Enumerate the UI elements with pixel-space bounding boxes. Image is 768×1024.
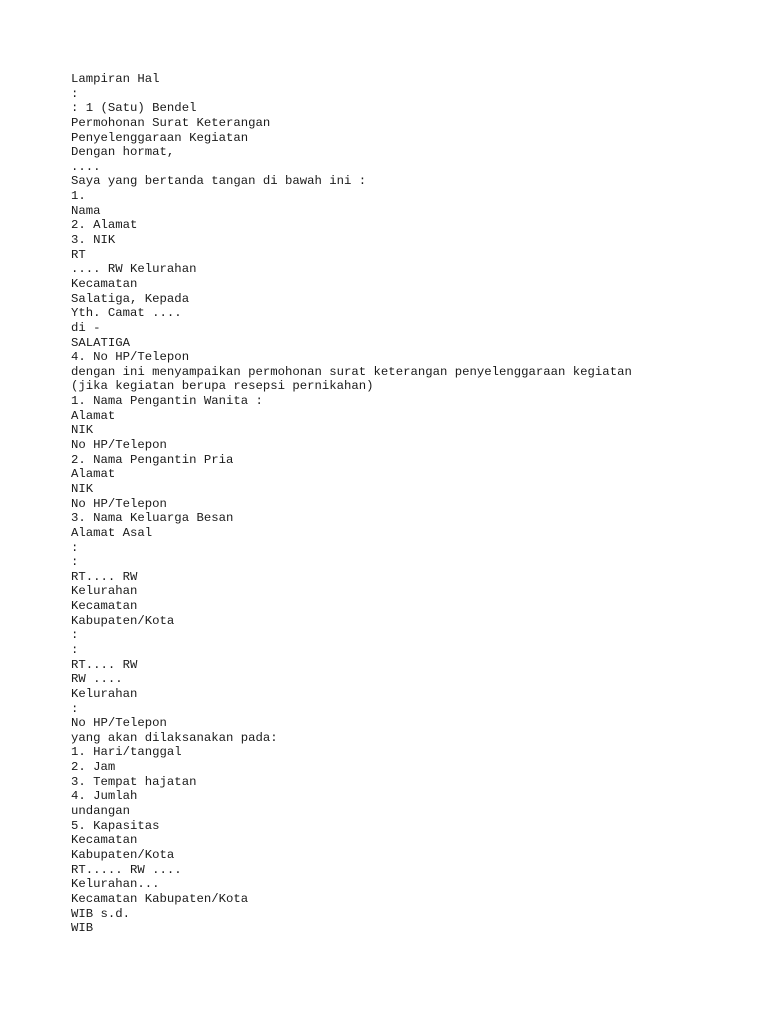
- doc-line: undangan: [71, 804, 131, 819]
- doc-line: Kabupaten/Kota: [71, 613, 175, 628]
- doc-line: ....: [71, 159, 101, 174]
- doc-line: :: [71, 628, 79, 643]
- doc-line: Alamat: [71, 408, 116, 423]
- doc-line: Penyelenggaraan Kegiatan: [71, 130, 249, 145]
- doc-line: Permohonan Surat Keterangan: [71, 115, 271, 130]
- doc-line: di -: [71, 320, 101, 335]
- doc-line: RT..... RW ....: [71, 862, 182, 877]
- doc-line: :: [71, 642, 79, 657]
- doc-line: Kabupaten/Kota: [71, 847, 175, 862]
- doc-line: Kecamatan: [71, 276, 138, 291]
- doc-line: 4. No HP/Telepon: [71, 350, 190, 365]
- doc-line: 1. Nama Pengantin Wanita :: [71, 394, 263, 409]
- doc-line: No HP/Telepon: [71, 716, 167, 731]
- doc-line: :: [71, 555, 79, 570]
- doc-line: WIB s.d.: [71, 906, 131, 921]
- doc-line: No HP/Telepon: [71, 496, 167, 511]
- doc-line: 1.: [71, 189, 86, 204]
- doc-line: :: [71, 86, 79, 101]
- doc-line: Kelurahan...: [71, 877, 160, 892]
- doc-line: 5. Kapasitas: [71, 818, 160, 833]
- doc-line: 1. Hari/tanggal: [71, 745, 182, 760]
- doc-line: Saya yang bertanda tangan di bawah ini :: [71, 174, 367, 189]
- doc-line: RT.... RW: [71, 569, 138, 584]
- doc-line: :: [71, 540, 79, 555]
- doc-line: 2. Nama Pengantin Pria: [71, 452, 234, 467]
- doc-line: RW ....: [71, 672, 123, 687]
- doc-line: .... RW Kelurahan: [71, 262, 197, 277]
- doc-line: Dengan hormat,: [71, 145, 175, 160]
- doc-line: Lampiran Hal: [71, 72, 160, 86]
- doc-line: 3. Tempat hajatan: [71, 774, 197, 789]
- doc-line: Yth. Camat ....: [71, 306, 182, 321]
- doc-line: 2. Jam: [71, 760, 116, 775]
- doc-line: :: [71, 701, 79, 716]
- doc-line: Kecamatan: [71, 833, 138, 848]
- document-body: [71, 72, 751, 936]
- doc-line: 3. Nama Keluarga Besan: [71, 511, 234, 526]
- doc-line: No HP/Telepon: [71, 438, 167, 453]
- doc-line: Kecamatan Kabupaten/Kota: [71, 891, 249, 906]
- doc-line: Kelurahan: [71, 686, 138, 701]
- doc-line: SALATIGA: [71, 335, 131, 350]
- doc-line: Kelurahan: [71, 584, 138, 599]
- doc-line: Alamat: [71, 467, 116, 482]
- doc-line: RT: [71, 247, 86, 262]
- doc-line: 3. NIK: [71, 233, 116, 248]
- doc-line: Alamat Asal: [71, 525, 153, 540]
- doc-line: NIK: [71, 481, 94, 496]
- doc-line: : 1 (Satu) Bendel: [71, 101, 197, 116]
- doc-line: RT.... RW: [71, 657, 138, 672]
- doc-line: 4. Jumlah: [71, 789, 138, 804]
- doc-line: WIB: [71, 921, 94, 936]
- doc-line: Kecamatan: [71, 599, 138, 614]
- doc-line: Salatiga, Kepada: [71, 291, 190, 306]
- doc-line: 2. Alamat: [71, 218, 138, 233]
- doc-line: Nama: [71, 203, 101, 218]
- doc-line: (jika kegiatan berupa resepsi pernikahan): [71, 379, 374, 394]
- doc-line: dengan ini menyampaikan permohonan surat keterangan penyelenggaraan kegiatan: [71, 364, 632, 379]
- doc-line: NIK: [71, 423, 94, 438]
- doc-line: yang akan dilaksanakan pada:: [71, 730, 278, 745]
